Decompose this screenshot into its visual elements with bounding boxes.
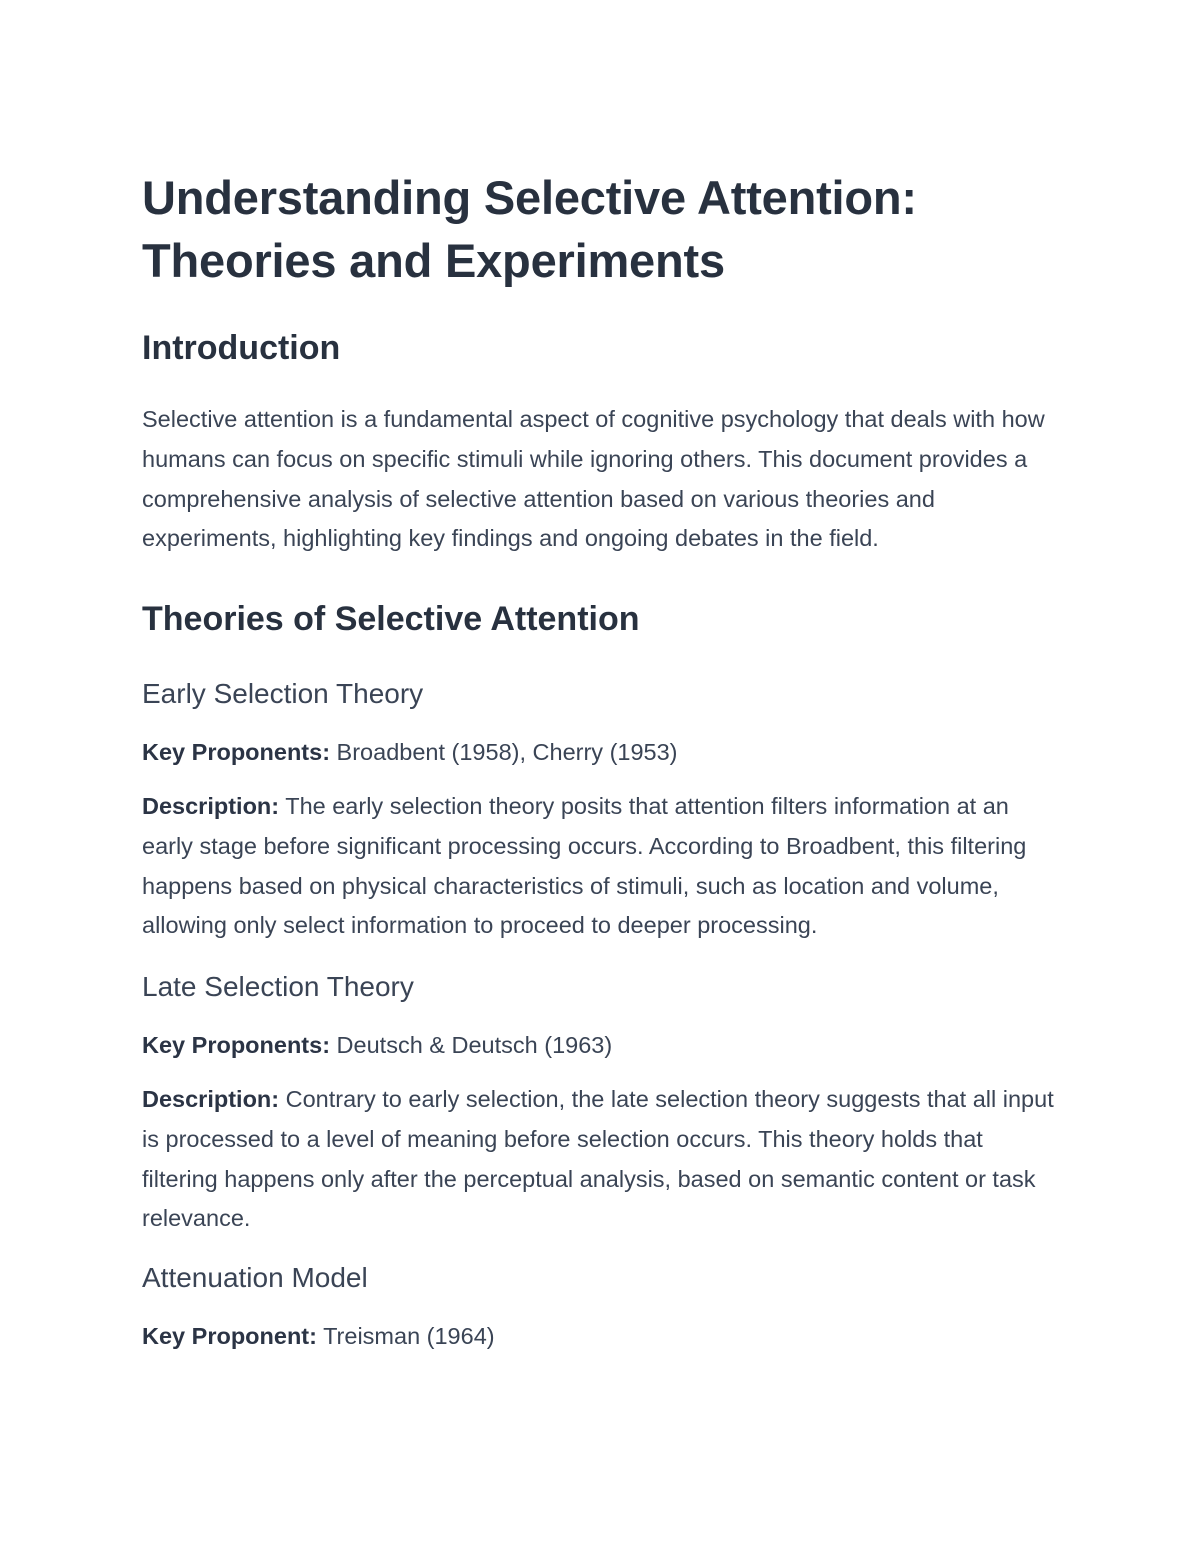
attenuation-model-proponent [142, 1317, 1062, 1357]
title-line-2: Theories and Experiments [142, 234, 725, 287]
proponents-value: Deutsch & Deutsch (1963) [330, 1032, 613, 1059]
description-value: Contrary to early selection, the late selection theory suggests that all input is processed to a level of meaning before selection occurs. This theory holds that filtering happens only after the perceptual analysis, based on semantic content or task relevance. [142, 1085, 1054, 1232]
late-selection-proponents [142, 1026, 1062, 1066]
late-selection-description [142, 1080, 1062, 1239]
introduction-heading: Introduction [142, 329, 341, 367]
introduction-paragraph: Selective attention is a fundamental aspect of cognitive psychology that deals with how humans can focus on specific stimuli while ignoring others. This document provides a comprehensive analysis of selective attention based on various theories and experiments, highlighting key findings and ongoing debates in the field. [142, 406, 1045, 552]
early-selection-description [142, 787, 1062, 946]
early-selection-proponents [142, 733, 1062, 773]
theories-heading: Theories of Selective Attention [142, 600, 640, 639]
proponents-label: Key Proponents: [142, 1032, 331, 1059]
early-selection-heading: Early Selection Theory [142, 678, 424, 710]
attenuation-model-heading: Attenuation Model [142, 1262, 368, 1294]
description-value: The early selection theory posits that attention filters information at an early stage before significant processing occurs. According to Broadbent, this filtering happens based on physical characteristics of stimuli, such as location and volume, allowing only select information to proceed to deeper processing. [142, 792, 1027, 939]
title-line-1: Understanding Selective Attention: [142, 171, 917, 224]
proponents-value: Broadbent (1958), Cherry (1953) [330, 739, 678, 766]
late-selection-heading: Late Selection Theory [142, 971, 414, 1003]
description-label: Description: [142, 1085, 280, 1112]
proponent-label: Key Proponent: [142, 1323, 317, 1350]
proponent-value: Treisman (1964) [316, 1323, 495, 1350]
proponents-label: Key Proponents: [142, 739, 331, 766]
document-page [142, 166, 1062, 1357]
description-label: Description: [142, 792, 280, 819]
document-title [142, 166, 1062, 292]
